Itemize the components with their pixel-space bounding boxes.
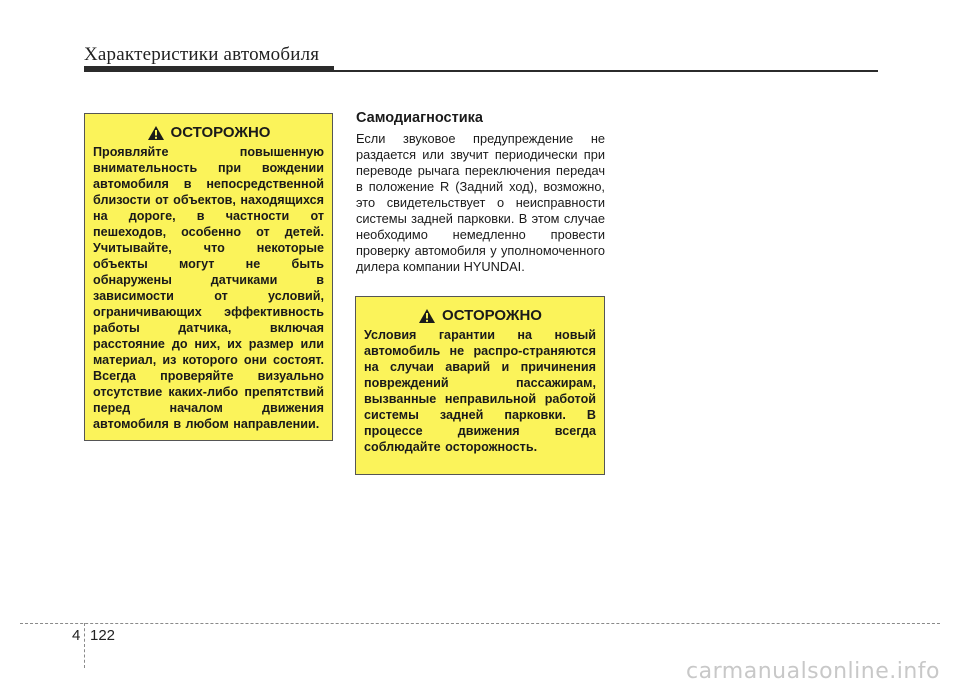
caution-text: Условия гарантии на новый автомобиль не распро-страняются на случаи аварий и причинения повреждений пассажирам, вызванные неправильной работой системы задней парковки. В процессе движения всегда соблюдайте осторожность. <box>364 328 596 454</box>
warning-triangle-icon <box>418 308 436 324</box>
caution-heading <box>93 124 324 141</box>
footer-divider <box>20 623 940 624</box>
page-number: 122 <box>90 627 116 644</box>
watermark: carmanualsonline.info <box>686 659 940 684</box>
caution-heading-label: ОСТОРОЖНО <box>442 307 542 324</box>
footer-page-divider <box>84 623 85 668</box>
caution-box-right <box>355 296 605 475</box>
caution-box-left <box>84 113 333 441</box>
page-header-title: Характеристики автомобиля <box>84 44 320 65</box>
caution-heading-label: ОСТОРОЖНО <box>170 124 271 141</box>
section-text: Если звуковое предупреждение не раздается или звучит периодически при переводе рычага переключения передач в положение R (Задний ход), возможно, это свидетельствует о неисправности системы задней парковки. В этом случае необходимо немедленно провести проверку автомобиля у уполномоченного дилера компании HYUNDAI. <box>356 131 605 274</box>
warning-triangle-icon <box>147 125 165 141</box>
chapter-number: 4 <box>72 627 81 644</box>
caution-text: Проявляйте повышенную внимательность при вождении автомобиля в непосредственной близости от объектов, находящихся на дороге, в частности от пешеходов, особенно от детей. Учитывайте, что некоторые объекты могут не быть обнаружены датчиками в зависимости от условий, ограничивающих эффективность работы датчика, включая расстояние до них, их размер или материал, из которого они состоят. Всегда проверяйте визуально отсутствие каких-либо препятствий перед началом движения автомобиля в любом направлении. <box>93 145 324 431</box>
header-rule <box>84 70 878 72</box>
caution-heading <box>364 307 596 324</box>
section-title: Самодиагностика <box>356 110 483 126</box>
